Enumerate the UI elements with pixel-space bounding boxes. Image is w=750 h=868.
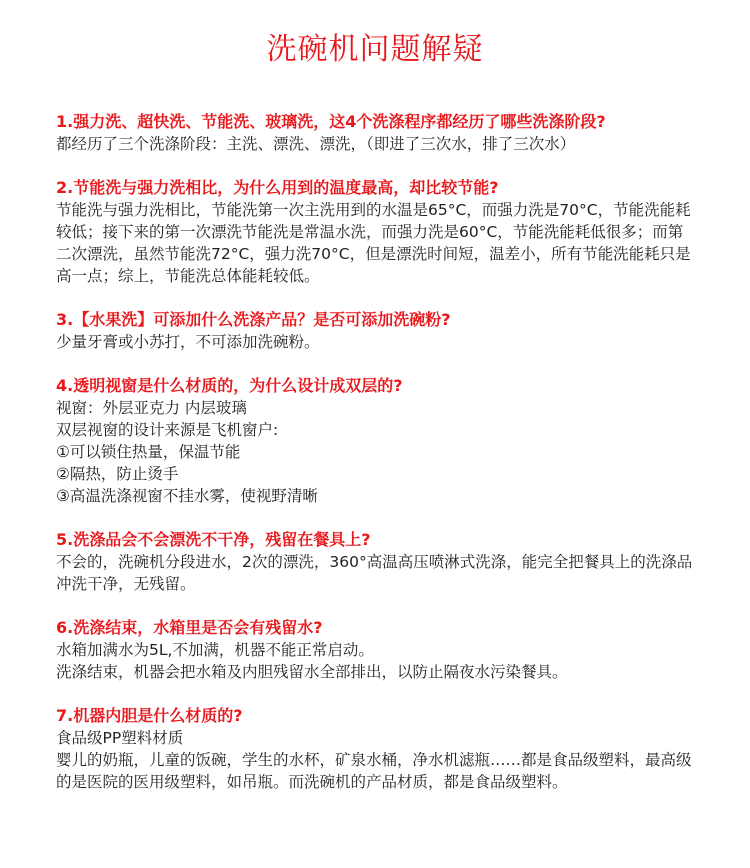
faq-answer-3: [56, 331, 694, 353]
answer-line: 都经历了三个洗涤阶段：主洗、漂洗、漂洗，（即进了三次水，排了三次水）: [56, 135, 576, 153]
answer-line: 食品级PP塑料材质: [56, 729, 184, 747]
faq-answer-4: [56, 397, 694, 507]
faq-item-4: [56, 375, 694, 507]
answer-line: ①可以锁住热量，保温节能: [56, 443, 241, 461]
faq-question-1: 1.强力洗、超快洗、节能洗、玻璃洗，这4个洗涤程序都经历了哪些洗涤阶段?: [56, 112, 606, 131]
faq-answer-7: [56, 727, 694, 793]
faq-answer-6: [56, 639, 694, 683]
answer-line: 视窗：外层亚克力 内层玻璃: [56, 399, 247, 417]
faq-question-6: 6.洗涤结束，水箱里是否会有残留水?: [56, 618, 323, 637]
faq-item-7: [56, 705, 694, 793]
answer-line: 洗涤结束，机器会把水箱及内胆残留水全部排出，以防止隔夜水污染餐具。: [56, 663, 568, 681]
faq-item-5: [56, 529, 694, 595]
faq-list: [56, 111, 694, 793]
page-title: 洗碗机问题解疑: [266, 32, 484, 67]
faq-answer-1: [56, 133, 694, 155]
faq-question-3: 3.【水果洗】可添加什么洗涤产品？是否可添加洗碗粉?: [56, 310, 451, 329]
faq-question-2: 2.节能洗与强力洗相比，为什么用到的温度最高，却比较节能?: [56, 178, 499, 197]
answer-line: ②隔热，防止烫手: [56, 465, 179, 483]
faq-item-1: [56, 111, 694, 155]
answer-line: 不会的，洗碗机分段进水，2次的漂洗，360°高温高压喷淋式洗涤，能完全把餐具上的洗涤品冲洗干净，无残留。: [56, 553, 693, 593]
answer-line: 节能洗与强力洗相比，节能洗第一次主洗用到的水温是65°C，而强力洗是70°C，节能洗能耗较低；接下来的第一次漂洗节能洗是常温水洗，而强力洗是60°C，节能洗能耗低很多；而第二次漂洗，虽然节能洗72°C，强力洗70°C，但是漂洗时间短，温差小，所有节能洗能耗只是高一点；综上，节能洗总体能耗较低。: [56, 201, 691, 285]
faq-question-5: 5.洗涤品会不会漂洗不干净，残留在餐具上?: [56, 530, 371, 549]
faq-answer-5: [56, 551, 694, 595]
answer-line: 双层视窗的设计来源是飞机窗户:: [56, 421, 279, 439]
answer-line: 婴儿的奶瓶，儿童的饭碗，学生的水杯，矿泉水桶，净水机滤瓶……都是食品级塑料，最高级的是医院的医用级塑料，如吊瓶。而洗碗机的产品材质，都是食品级塑料。: [56, 751, 692, 791]
faq-answer-2: [56, 199, 694, 287]
answer-line: ③高温洗涤视窗不挂水雾，使视野清晰: [56, 487, 318, 505]
answer-line: 少量牙膏或小苏打，不可添加洗碗粉。: [56, 333, 320, 351]
faq-item-6: [56, 617, 694, 683]
faq-question-4: 4.透明视窗是什么材质的，为什么设计成双层的?: [56, 376, 403, 395]
answer-line: 水箱加满水为5L,不加满，机器不能正常启动。: [56, 641, 374, 659]
faq-item-2: [56, 177, 694, 287]
faq-question-7: 7.机器内胆是什么材质的?: [56, 706, 243, 725]
faq-item-3: [56, 309, 694, 353]
